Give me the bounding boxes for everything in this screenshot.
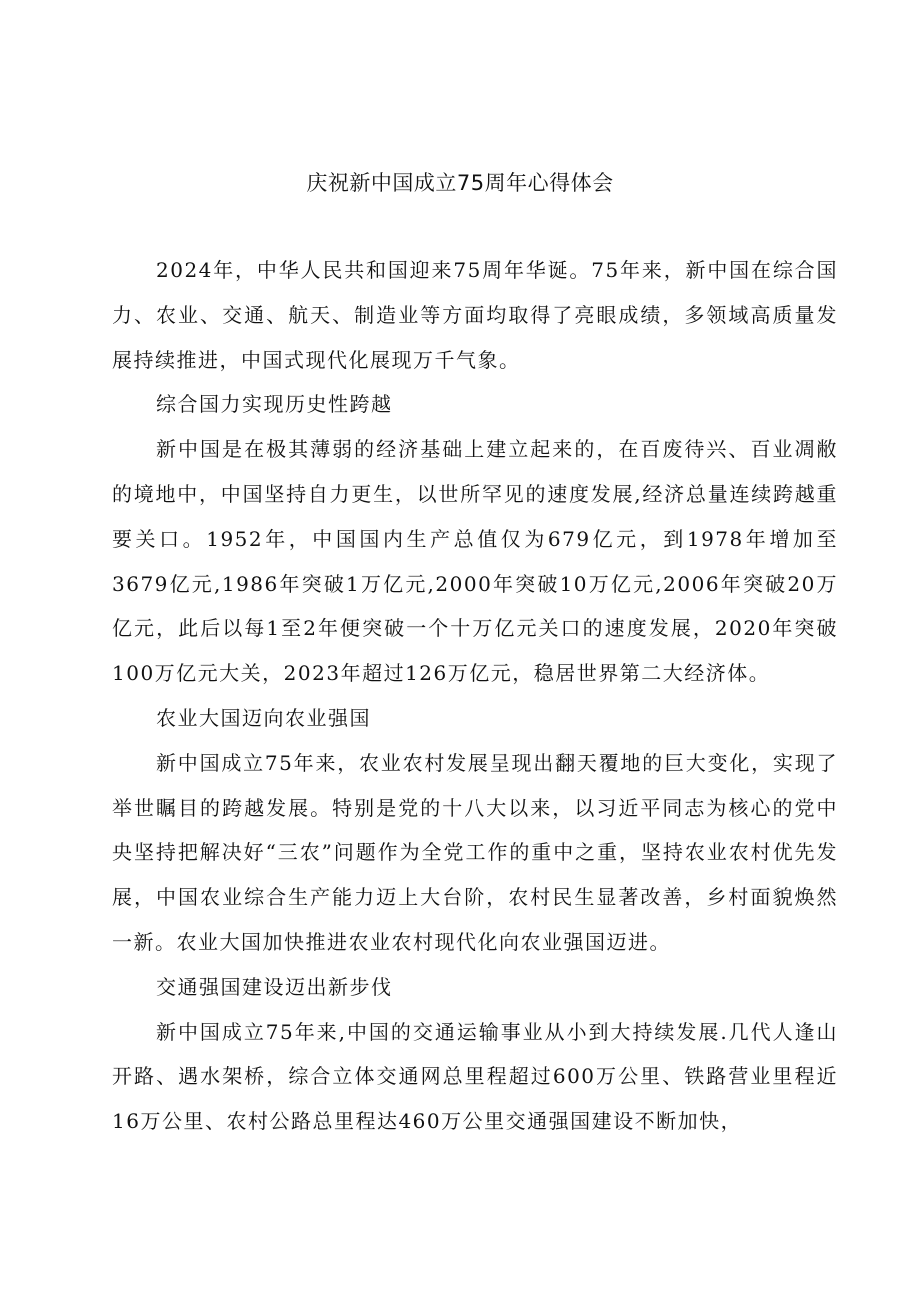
- document-title: 庆祝新中国成立75周年心得体会: [306, 171, 614, 195]
- section-heading-national-strength: 综合国力实现历史性跨越: [156, 392, 393, 417]
- section-heading-transportation: 交通强国建设迈出新步伐: [156, 974, 393, 999]
- agriculture-paragraph: 新中国成立75年来，农业农村发展呈现出翻天覆地的巨大变化，实现了举世瞩目的跨越发展。特别是党的十八大以来，以习近平同志为核心的党中央坚持把解决好“三农”问题作为全党工作的重中之重，坚持农业农村优先发展，中国农业综合生产能力迈上大台阶，农村民生显著改善，乡村面貌焕然一新。农业大国加快推进农业农村现代化向农业强国迈进。: [112, 750, 838, 954]
- national-strength-paragraph: 新中国是在极其薄弱的经济基础上建立起来的，在百废待兴、百业凋敝的境地中，中国坚持自力更生，以世所罕见的速度发展,经济总量连续跨越重要关口。1952年，中国国内生产总值仅为679亿元，到1978年增加至3679亿元,1986年突破1万亿元,2000年突破10万亿元,2006年突破20万亿元，此后以每1至2年便突破一个十万亿元关口的速度发展，2020年突破100万亿元大关，2023年超过126万亿元，稳居世界第二大经济体。: [112, 437, 838, 686]
- intro-paragraph: 2024年，中华人民共和国迎来75周年华诞。75年来，新中国在综合国力、农业、交通、航天、制造业等方面均取得了亮眼成绩，多领域高质量发展持续推进，中国式现代化展现万千气象。: [112, 258, 838, 372]
- transportation-paragraph: 新中国成立75年来,中国的交通运输事业从小到大持续发展.几代人逢山开路、遇水架桥，综合立体交通网总里程超过600万公里、铁路营业里程近16万公里、农村公路总里程达460万公里交通强国建设不断加快，: [112, 1019, 838, 1134]
- section-heading-agriculture: 农业大国迈向农业强国: [156, 705, 371, 730]
- document-body: [112, 248, 838, 1144]
